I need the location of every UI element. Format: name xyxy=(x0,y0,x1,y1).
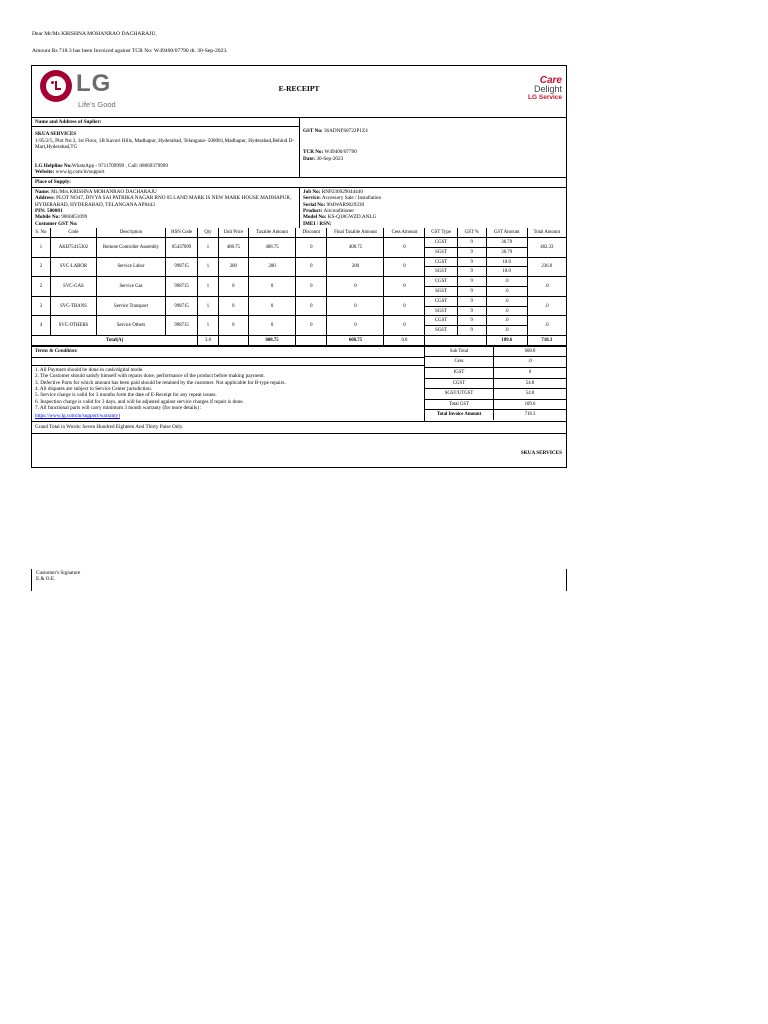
cell-cess: 0 xyxy=(384,316,425,336)
cell-cess: 0 xyxy=(384,296,425,316)
items-table xyxy=(32,228,566,346)
total-empty xyxy=(425,336,486,346)
tcr-number: TCR No: W49400/07790 xyxy=(303,149,357,156)
cell-final: 0 xyxy=(327,296,384,316)
signatory-name: SKUA SERVICES xyxy=(520,449,562,456)
cell-gst-pct: 9 xyxy=(457,296,486,306)
cell-gst-amt: .0 xyxy=(486,306,527,316)
cell-gst-pct: 9 xyxy=(457,238,486,248)
cell-gst-amt: 36.79 xyxy=(486,247,527,257)
total-cess: 0.0 xyxy=(384,336,425,346)
cell-desc: Remote Controller Assembly xyxy=(97,238,166,258)
cell-gst-type: SGST xyxy=(425,306,457,316)
cell-unit: 0 xyxy=(218,277,248,297)
cell-gst-pct: 9 xyxy=(457,247,486,257)
amount-in-words: Grand Total in Words: Seven Hundred Eighteen And Thirty Paise Only. xyxy=(32,421,566,432)
cell-unit: 0 xyxy=(218,296,248,316)
terms-line: 4. All disputes are subject to Service Center jurisdiction. xyxy=(35,386,152,393)
cell-gst-type: SGST xyxy=(425,267,457,277)
table-row xyxy=(32,316,566,326)
supply-section xyxy=(32,188,566,228)
care-word: Care xyxy=(539,75,562,86)
cell-final: 200 xyxy=(327,257,384,277)
helpline: LG Helpline No:WhatsApp - 9711709999 , Call: 08069379999 xyxy=(35,162,168,169)
terms-section xyxy=(32,346,566,421)
table-row xyxy=(32,257,566,267)
cell-discount: 0 xyxy=(296,238,327,258)
total-row xyxy=(32,336,566,346)
e-receipt xyxy=(31,65,567,468)
summary-label: IGST xyxy=(425,368,494,378)
summary-label: CGST xyxy=(425,379,494,389)
cell-gst-amt: 18.0 xyxy=(486,267,527,277)
supplier-name: SKUA SERVICES xyxy=(35,131,77,138)
cell-sno: 2 xyxy=(32,277,50,297)
cell-unit: 200 xyxy=(218,257,248,277)
cell-gst-amt: .0 xyxy=(486,296,527,306)
cell-hsn: 998715 xyxy=(165,257,197,277)
cell-qty: 1 xyxy=(198,277,218,297)
cell-sno: 2 xyxy=(32,257,50,277)
cell-code: SVC-TRANS xyxy=(50,296,96,316)
delight-word: Delight xyxy=(533,84,562,94)
product-name: Product: Airconditioner xyxy=(303,208,355,215)
cell-desc: Service Gas xyxy=(97,277,166,297)
cell-final: 0 xyxy=(327,316,384,336)
greeting-text: Dear Mr/Ms KRISHNA MOHANRAO DACHARAJU, xyxy=(32,31,157,37)
cell-taxable: 200 xyxy=(248,257,295,277)
terms-title: Terms & Condition: xyxy=(32,347,424,358)
column-header: Taxable Amount xyxy=(248,228,295,237)
summary-value: 54.8 xyxy=(525,391,535,397)
cell-unit: 408.75 xyxy=(218,238,248,258)
cell-discount: 0 xyxy=(296,277,327,297)
column-header: Qty xyxy=(198,228,218,237)
total-qty: 3.0 xyxy=(198,336,218,346)
cell-gst-type: SGST xyxy=(425,287,457,297)
cell-sno: 4 xyxy=(32,316,50,336)
cell-qty: 1 xyxy=(198,296,218,316)
total-empty xyxy=(296,336,327,346)
cell-code: SVC-LABOR xyxy=(50,257,96,277)
receipt-date: Date: 30-Sep-2023 xyxy=(303,155,344,162)
cell-final: 408.75 xyxy=(327,238,384,258)
receipt-header xyxy=(32,66,566,118)
cell-gst-amt: .0 xyxy=(486,277,527,287)
column-header: Description xyxy=(97,228,166,237)
cell-code: SVC-OTHERS xyxy=(50,316,96,336)
care-delight-logo xyxy=(502,76,562,106)
cell-gst-type: CGST xyxy=(425,277,457,287)
supplier-section xyxy=(32,118,566,178)
cell-desc: Service Labor xyxy=(97,257,166,277)
supplier-label: Name and Address of Suplier: xyxy=(32,118,299,127)
cell-gst-pct: 9 xyxy=(457,277,486,287)
cell-gst-amt: .0 xyxy=(486,316,527,326)
summary-value: 109.6 xyxy=(524,401,536,407)
summary-row xyxy=(425,347,566,358)
cell-hsn: 998715 xyxy=(165,277,197,297)
cell-discount: 0 xyxy=(296,316,327,336)
column-header: Final Taxable Amount xyxy=(327,228,384,237)
cell-gst-type: CGST xyxy=(425,238,457,248)
job-number: Job No: RNP230929044440 xyxy=(303,188,363,195)
cell-gst-type: SGST xyxy=(425,247,457,257)
cell-qty: 1 xyxy=(198,316,218,336)
cell-code: AKB75415302 xyxy=(50,238,96,258)
cell-final: 0 xyxy=(327,277,384,297)
cell-qty: 1 xyxy=(198,238,218,258)
cell-gst-pct: 9 xyxy=(457,326,486,336)
customer-signature-label: Customer's Signature xyxy=(36,570,81,576)
column-header: Total Amount xyxy=(527,228,566,237)
cell-unit: 0 xyxy=(218,316,248,336)
terms-line: 1. All Payment should be done in cash/digital mode. xyxy=(35,366,144,373)
serial-number: Serial No: 904WAR9029230 xyxy=(303,201,365,208)
cell-cess: 0 xyxy=(384,238,425,258)
cell-sno: 1 xyxy=(32,238,50,258)
summary-value: 608.8 xyxy=(524,348,536,354)
cell-gst-pct: 9 xyxy=(457,267,486,277)
supply-label: Place of Supply: xyxy=(32,178,566,187)
summary-row xyxy=(425,379,566,390)
terms-list xyxy=(32,366,424,413)
cell-discount: 0 xyxy=(296,257,327,277)
total-taxable: 608.75 xyxy=(248,336,295,346)
column-header: S. No xyxy=(32,228,50,237)
cell-gst-pct: 9 xyxy=(457,257,486,267)
cell-gst-type: CGST xyxy=(425,316,457,326)
cell-gst-amt: .0 xyxy=(486,326,527,336)
summary-row xyxy=(425,357,566,368)
summary-value: 718.3 xyxy=(524,412,536,418)
imei-rsn: IMEI / RSN: xyxy=(303,220,332,227)
cell-gst-pct: 9 xyxy=(457,287,486,297)
warranty-link[interactable]: https://www.lg.com/in/support/warranty) xyxy=(35,412,120,419)
lg-brand-text: LG xyxy=(76,70,112,97)
summary-row xyxy=(425,410,566,420)
column-header: Code xyxy=(50,228,96,237)
cell-desc: Service Others xyxy=(97,316,166,336)
customer-name: Name: Mr./Mrs.KRISHNA MOHANRAO DACHARAJU xyxy=(35,188,157,195)
cell-gst-amt: 18.0 xyxy=(486,257,527,267)
column-header: GST Amount xyxy=(486,228,527,237)
summary-label: Sub Total xyxy=(425,347,494,357)
cell-desc: Service Transport xyxy=(97,296,166,316)
column-header: Discount xyxy=(296,228,327,237)
cell-total: .0 xyxy=(527,296,566,316)
column-header: GST % xyxy=(457,228,486,237)
cell-taxable: 408.75 xyxy=(248,238,295,258)
column-header: Cess Amount xyxy=(384,228,425,237)
cell-total: .0 xyxy=(527,277,566,297)
summary-row xyxy=(425,368,566,379)
cell-cess: 0 xyxy=(384,277,425,297)
customer-address: Address: PLOT NO47, DIVYA SAI PATRIKA NAGAR RNO 05 LAND MARK IS NEW MARK HOUSE MADHAPUR, HYDERABAD, HYDERABAD, TELANGANA AP0443 xyxy=(35,195,292,208)
total-final: 608.75 xyxy=(327,336,384,346)
cell-gst-type: CGST xyxy=(425,296,457,306)
terms-line: 7. All functional parts will carry minimum 3 month warranty (for more details) : xyxy=(35,405,202,412)
service-type: Service: Accessory Sale / Installation xyxy=(303,195,382,202)
cell-taxable: 0 xyxy=(248,296,295,316)
summary-table xyxy=(425,347,566,421)
cell-total: .0 xyxy=(527,316,566,336)
summary-label: Total GST xyxy=(425,400,494,410)
summary-row xyxy=(425,389,566,400)
cell-cess: 0 xyxy=(384,257,425,277)
website: Website: www.lg.com/in/support xyxy=(35,169,105,176)
column-header: HSN Code xyxy=(165,228,197,237)
total-label: Total(A) xyxy=(32,336,198,346)
receipt-title: E-RECEIPT xyxy=(278,84,320,93)
column-header: Unit Price xyxy=(218,228,248,237)
table-row xyxy=(32,296,566,306)
cell-taxable: 0 xyxy=(248,316,295,336)
gst-number: GST No: 36ADNFS8722P1Z4 xyxy=(303,128,368,134)
customer-signature-block xyxy=(31,569,567,591)
receipt-footer xyxy=(32,433,566,467)
cell-hsn: 998715 xyxy=(165,296,197,316)
terms-line: 5. Service charge is valid for 3 months form the date of E-Receipt for any repeat issues. xyxy=(35,392,217,399)
total-gst: 109.6 xyxy=(486,336,527,346)
cell-gst-type: CGST xyxy=(425,257,457,267)
cell-discount: 0 xyxy=(296,296,327,316)
customer-pin: PIN: 500081 xyxy=(35,208,63,215)
summary-label: Total Invoice Amount xyxy=(425,410,494,420)
cell-gst-amt: 36.79 xyxy=(486,238,527,248)
terms-line: 2. The Customer should satisfy himself with repairs done, performance of the product before making payment. xyxy=(35,373,265,380)
lg-service-word: LG Service xyxy=(528,94,562,101)
customer-gst: Customer GST No: xyxy=(35,220,78,227)
cell-hsn: 85437099 xyxy=(165,238,197,258)
summary-value: .0 xyxy=(528,359,532,365)
summary-label: Cess xyxy=(425,357,494,367)
cell-total: 236.0 xyxy=(527,257,566,277)
table-row xyxy=(32,238,566,248)
total-amount: 718.3 xyxy=(527,336,566,346)
table-header-row xyxy=(32,228,566,237)
summary-row xyxy=(425,400,566,411)
cell-gst-pct: 9 xyxy=(457,316,486,326)
summary-value: 54.8 xyxy=(525,380,535,386)
cell-gst-pct: 9 xyxy=(457,306,486,316)
invoice-message: Amount Rs 718.3 has been Invoiced against TCR No: W49400/07790 dt. 30-Sep-2023. xyxy=(32,48,228,54)
terms-line: 6. Inspection charge is valid for 3 days, and will be adjusted against service charges if repair is done. xyxy=(35,398,244,405)
cell-total: 482.33 xyxy=(527,238,566,258)
summary-label: SGST/UTGST xyxy=(425,389,494,399)
cell-gst-amt: .0 xyxy=(486,287,527,297)
cell-hsn: 998715 xyxy=(165,316,197,336)
column-header: GST Type xyxy=(425,228,457,237)
cell-qty: 1 xyxy=(198,257,218,277)
cell-sno: 3 xyxy=(32,296,50,316)
cell-taxable: 0 xyxy=(248,277,295,297)
table-row xyxy=(32,277,566,287)
lg-tagline: Life's Good xyxy=(78,100,116,109)
model-number: Model No: KS-Q18GWZD.ANLG xyxy=(303,214,377,221)
summary-value: 0 xyxy=(528,370,532,376)
terms-line: 3. Defective Parts for which amount has been paid should be retained by the customer. Not applicable for B-type repairs. xyxy=(35,379,286,386)
cell-gst-type: SGST xyxy=(425,326,457,336)
total-empty xyxy=(218,336,248,346)
supplier-address: 1-95/2/5, Plot No:3, 1st Floor, 1B Kavuri Hills, Madhapur, Hyderabad, Telangana- 500081,Madhapur, Hyderabad,Behind D-Mart,Hyderabad,TG xyxy=(35,137,295,151)
eoe-label: E.& O.E. xyxy=(36,576,56,583)
customer-mobile: Mobile No: 9866851099 xyxy=(35,214,88,221)
cell-code: SVC-GAS xyxy=(50,277,96,297)
